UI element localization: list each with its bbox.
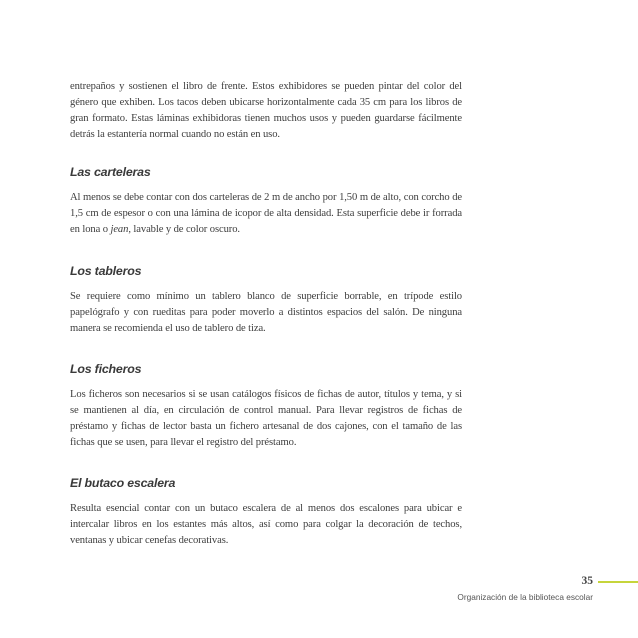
paragraph-text: Al menos se debe contar con dos carteleras de 2 m de ancho por 1,50 m de alto, con corcho de 1,5 cm de espesor o con una lámina de icopor de alta densidad. Esta superficie debe ir forrada en lona o: [70, 192, 462, 235]
section-ficheros: [70, 361, 462, 451]
page-number: 35: [581, 575, 593, 587]
paragraph-italic-word: jean: [110, 224, 129, 235]
accent-rule: [598, 581, 638, 583]
section-heading: El butaco escalera: [70, 476, 176, 490]
section-paragraph: [70, 190, 462, 238]
section-paragraph: Resulta esencial contar con un butaco escalera de al menos dos escalones para ubicar e intercalar libros en los estantes más altos, así como para colgar la decoración de techos, ventanas y ubicar cenefas decorativas.: [70, 503, 462, 546]
footer-book-title: Organización de la biblioteca escolar: [457, 592, 593, 602]
section-heading: Los tableros: [70, 264, 142, 278]
paragraph-text-end: , lavable y de color oscuro.: [128, 224, 240, 235]
section-heading: Los ficheros: [70, 362, 142, 376]
section-paragraph: Se requiere como mínimo un tablero blanco de superficie borrable, en trípode estilo papelógrafo y con rueditas para poder moverlo a distintos espacios del salón. De ninguna manera se recomienda el uso de tablero de tiza.: [70, 291, 462, 334]
section-carteleras: [70, 164, 462, 238]
section-tableros: [70, 263, 462, 337]
intro-paragraph: entrepaños y sostienen el libro de frente. Estos exhibidores se pueden pintar del color del género que exhiben. Los tacos deben ubicarse horizontalmente cada 35 cm para los libros de gran formato. Estas láminas exhibidoras tienen muchos usos y pueden guardarse fácilmente detrás la estantería normal cuando no están en uso.: [70, 81, 462, 140]
section-paragraph: Los ficheros son necesarios si se usan catálogos físicos de fichas de autor, títulos y tema, y si se mantienen al día, en circulación de control manual. Para llevar registros de fichas de préstamo y fichas de lector basta un fichero artesanal de dos cajones, con el tamaño de las fichas que se usen, para llevar el registro del préstamo.: [70, 389, 462, 448]
section-butaco: [70, 475, 462, 549]
section-heading: Las carteleras: [70, 165, 151, 179]
